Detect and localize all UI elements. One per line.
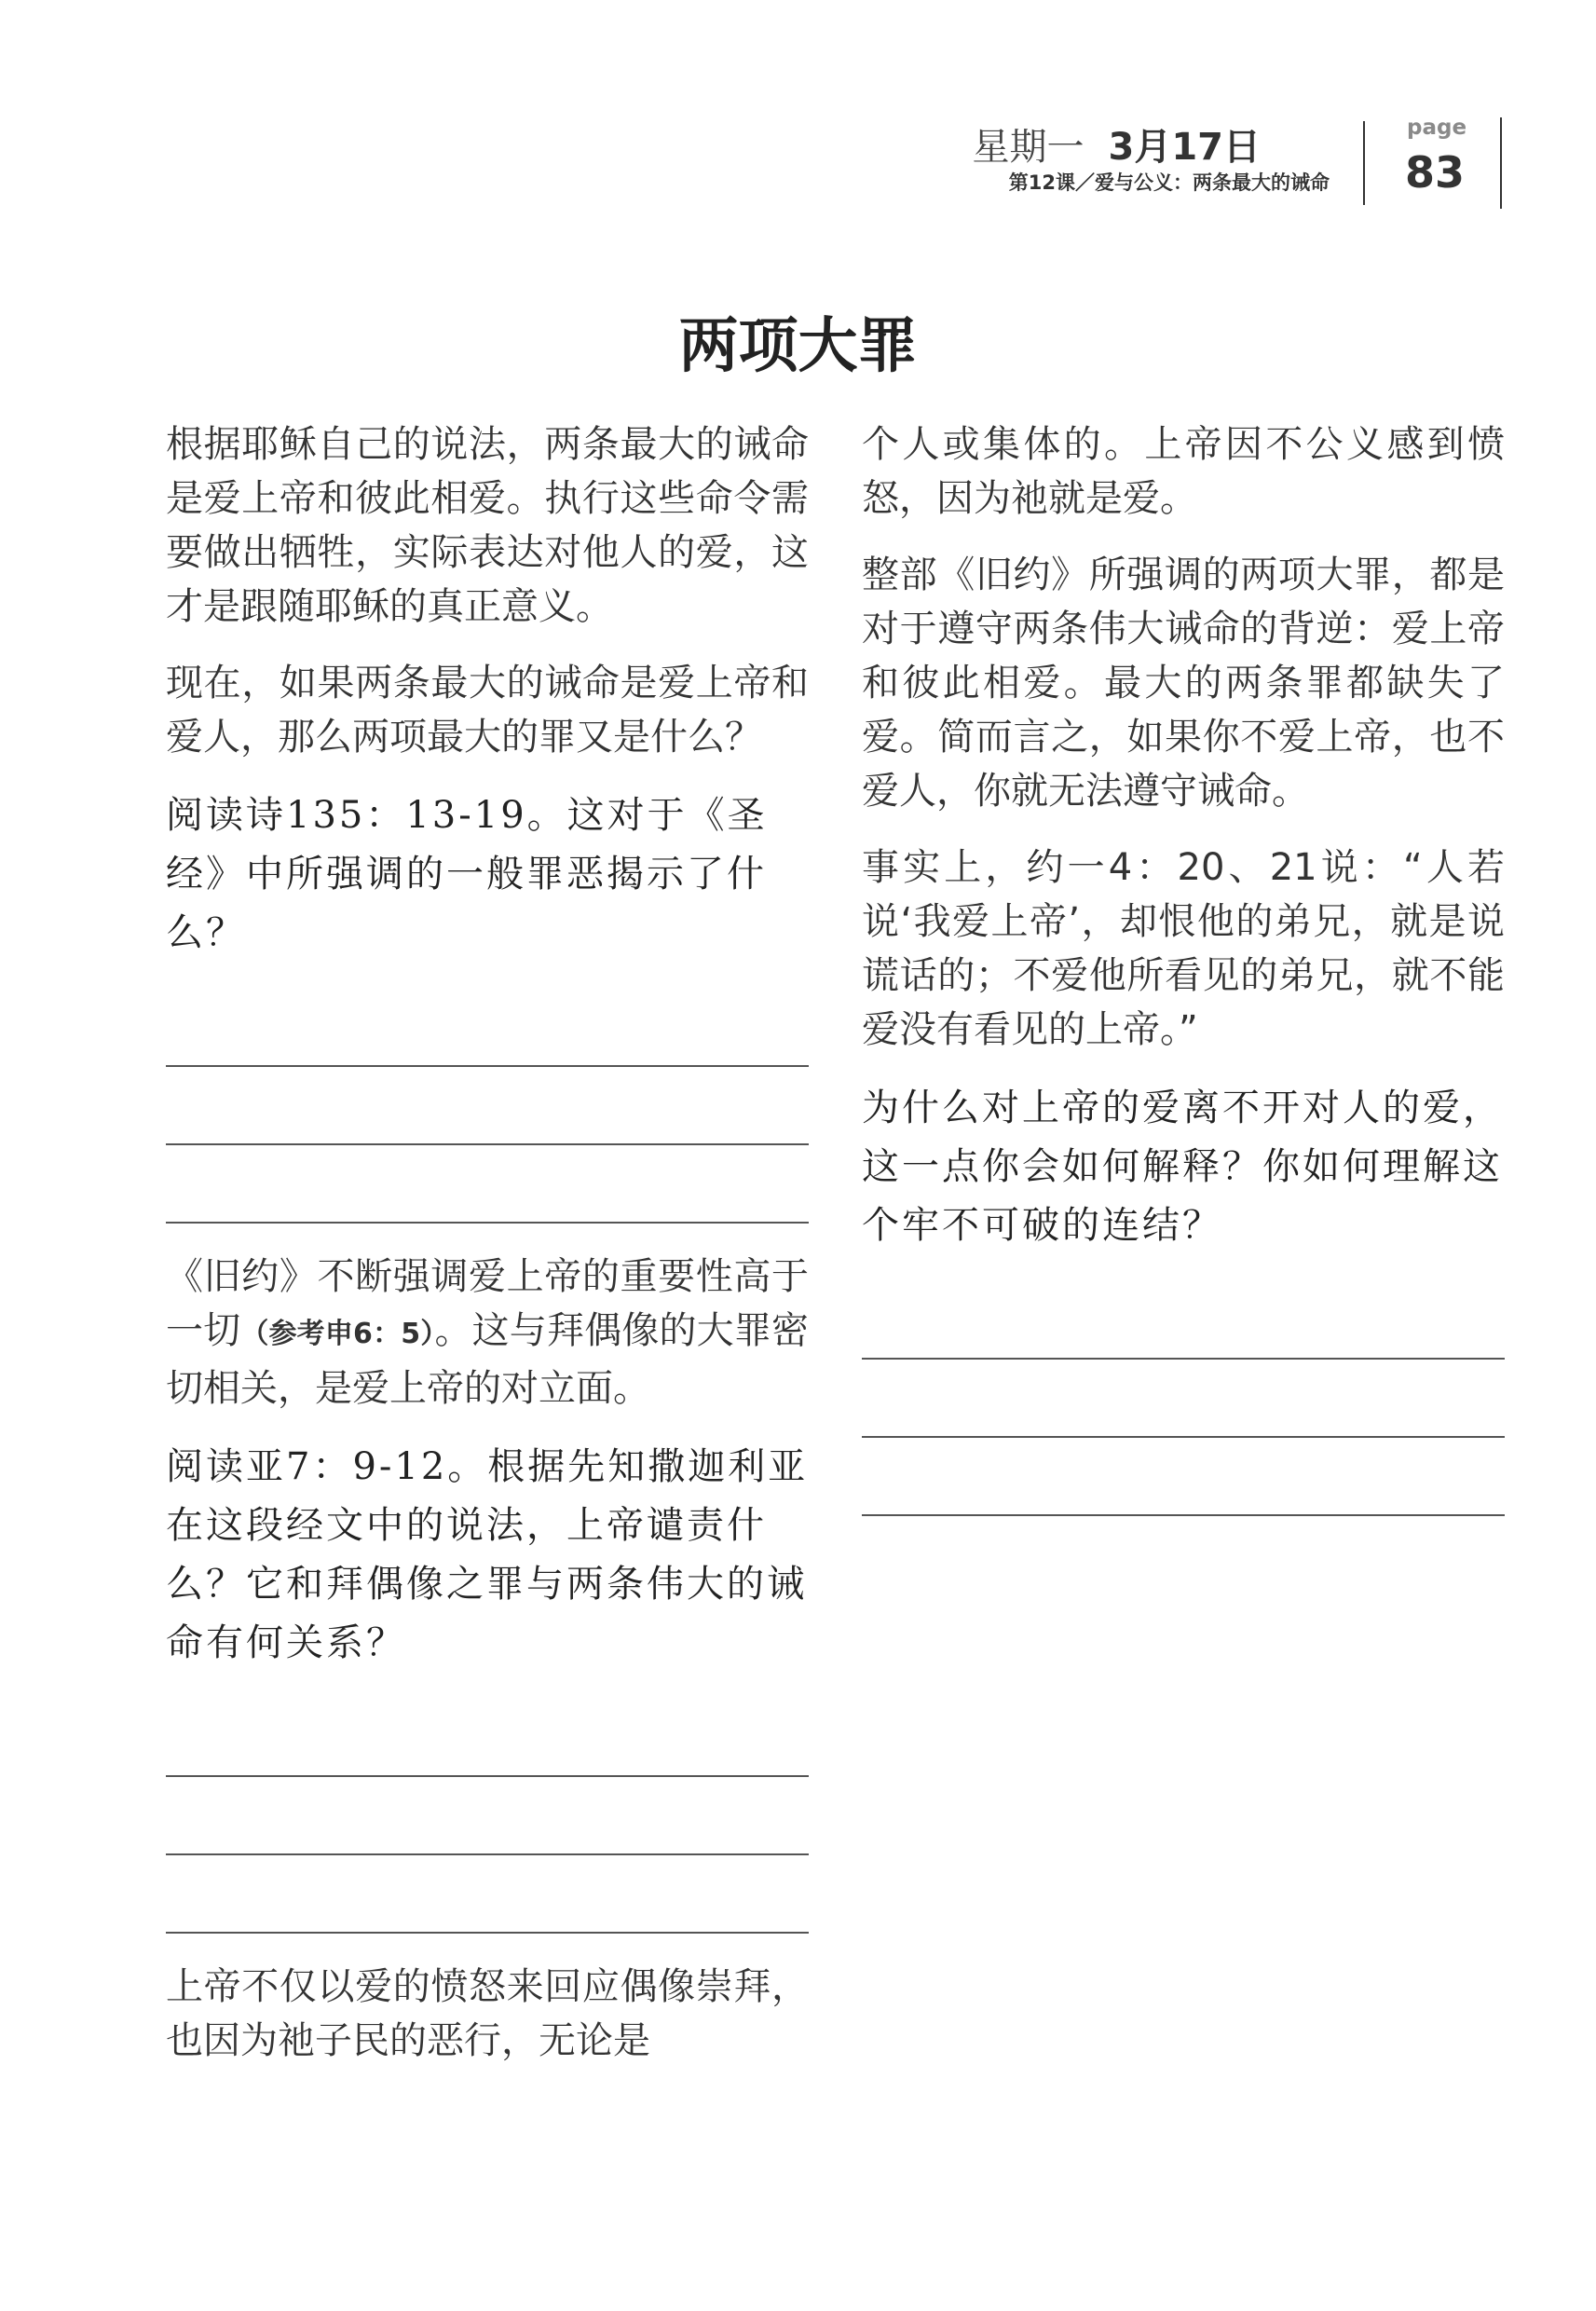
paragraph: 根据耶稣自己的说法，两条最大的诫命是爱上帝和彼此相爱。执行这些命令需要做出牺牲，实际表达对他人的爱，这才是跟随耶稣的真正意义。 [166,423,809,628]
scripture-reference: （参考申6：5） [240,1318,435,1350]
answer-line[interactable] [862,1360,1505,1438]
header-divider [1363,121,1365,205]
page-title: 两项大罪 [678,311,918,381]
weekday: 星期一 [972,126,1084,169]
answer-line[interactable] [166,1145,809,1224]
page-header [0,110,1596,203]
paragraph: 上帝不仅以爱的愤怒来回应偶像崇拜，也因为祂子民的恶行，无论是 [166,1965,809,2062]
edge-divider [1500,117,1502,209]
answer-area[interactable] [862,1278,1505,1516]
answer-line[interactable] [166,1855,809,1934]
answer-line[interactable] [862,1438,1505,1516]
paragraph: 个人或集体的。上帝因不公义感到愤怒，因为祂就是爱。 [862,423,1505,520]
study-question: 阅读亚7：9-12。根据先知撒迦利亚在这段经文中的说法，上帝谴责什么？它和拜偶像之罪与两条伟大的诫命有何关系？ [166,1445,809,1664]
answer-area[interactable] [166,985,809,1224]
study-question: 阅读诗135：13-19。这对于《圣经》中所强调的一般罪恶揭示了什么？ [166,794,768,954]
paragraph: 事实上，约一4：20、21说：“人若说‘我爱上帝’，却恨他的弟兄，就是说谎话的；不爱他所看见的弟兄，就不能爱没有看见的上帝。” [862,846,1505,1051]
paragraph: 整部《旧约》所强调的两项大罪，都是对于遵守两条伟大诫命的背逆：爱上帝和彼此相爱。最大的两条罪都缺失了爱。简而言之，如果你不爱上帝，也不爱人，你就无法遵守诫命。 [862,554,1505,813]
study-question: 为什么对上帝的爱离不开对人的爱，这一点你会如何解释？你如何理解这个牢不可破的连结？ [862,1087,1503,1247]
paragraph-text: 。这与拜偶像的大罪密切相关，是爱上帝的对立面。 [166,1309,810,1410]
answer-line[interactable] [166,1777,809,1855]
date-line [973,117,1262,171]
paragraph [166,1250,809,1415]
date: 3月17日 [1108,126,1261,169]
answer-area[interactable] [166,1695,809,1934]
answer-line[interactable] [166,1067,809,1145]
paragraph: 现在，如果两条最大的诫命是爱上帝和爱人，那么两项最大的罪又是什么？ [166,662,809,759]
left-column [166,417,809,2090]
page-number: 83 [1405,147,1466,198]
lesson-title: 第12课／爱与公义：两条最大的诫命 [1008,171,1330,194]
right-column [862,417,1505,1542]
answer-line[interactable] [862,1278,1505,1360]
paragraph-text: 《旧约》不断强调爱上帝的重要性高于一切 [166,1255,809,1352]
answer-line[interactable] [166,985,809,1067]
page-label: page [1407,116,1467,140]
answer-line[interactable] [166,1695,809,1777]
